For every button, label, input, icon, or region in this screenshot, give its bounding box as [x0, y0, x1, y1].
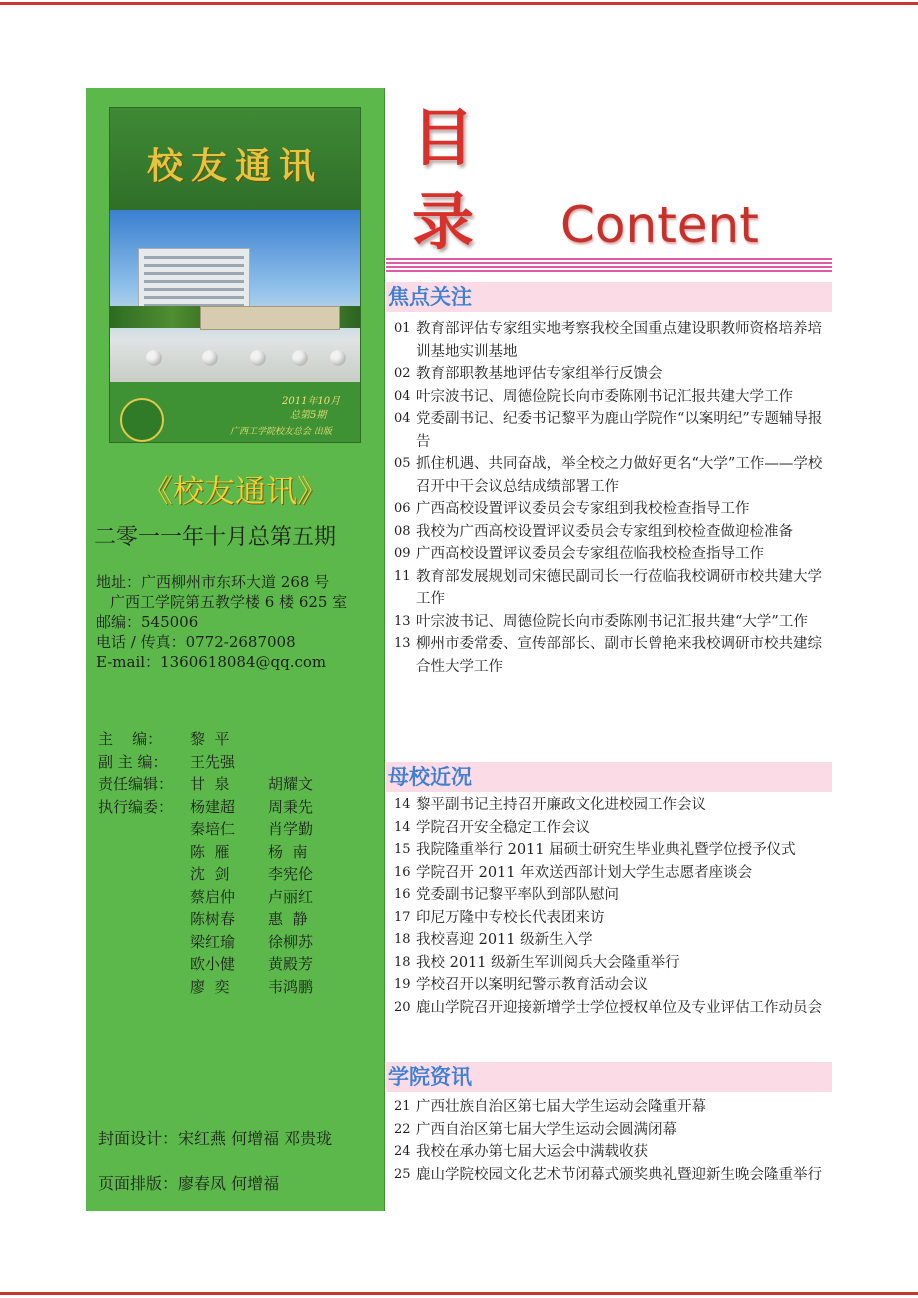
- toc-entry[interactable]: [394, 363, 834, 386]
- toc-entry[interactable]: [394, 318, 834, 363]
- stone-ball: [292, 350, 308, 366]
- staff-row: 执行编委： 杨建超 周秉先: [98, 797, 314, 816]
- toc-title: 黎平副书记主持召开廉政文化进校园工作会议: [416, 797, 706, 813]
- section-header-school-news: 母校近况: [386, 762, 832, 792]
- mulu-heading: [412, 96, 492, 264]
- toc-entry[interactable]: [394, 952, 834, 975]
- toc-entry[interactable]: [394, 817, 834, 840]
- cover-title: 校友通讯: [146, 145, 323, 187]
- staff-row: 欧小健 黄殿芳: [190, 955, 314, 973]
- toc-page-number: 18: [394, 932, 411, 947]
- staff-row: 秦培仁 肖学勤: [190, 820, 314, 838]
- stone-ball: [146, 350, 162, 366]
- toc-page-number: 04: [394, 411, 411, 426]
- toc-title: 我校为广西高校设置评议委员会专家组到校检查做迎检准备: [416, 523, 793, 540]
- toc-page-number: 05: [394, 456, 411, 471]
- toc-entry[interactable]: [394, 929, 834, 952]
- credits: [98, 1126, 332, 1216]
- toc-entry[interactable]: [394, 543, 834, 566]
- cover-image: [110, 108, 360, 442]
- toc-title: 鹿山学院召开迎接新增学士学位授权单位及专业评估工作动员会: [416, 999, 822, 1016]
- phone: 电话 / 传真：0772-2687008: [96, 633, 296, 651]
- magazine-name: 《校友通讯》: [142, 474, 328, 510]
- section-header-focus: 焦点关注: [386, 282, 832, 312]
- layout-credit: 页面排版：廖春凤 何增福: [98, 1174, 280, 1193]
- toc-page-number: 13: [394, 613, 411, 629]
- toc-title: 教育部评估专家组实地考察我校全国重点建设职教师资格培养培训基地实训基地: [416, 321, 822, 360]
- mulu-char-2: 录: [412, 185, 475, 258]
- toc-page-number: 16: [394, 887, 411, 902]
- address-line-2: 广西工学院第五教学楼 6 楼 625 室: [110, 593, 348, 611]
- toc-page-number: 25: [394, 1166, 411, 1182]
- toc-title: 叶宗波书记、周德俭院长向市委陈刚书记汇报共建大学工作: [416, 388, 793, 405]
- left-info-panel: [86, 88, 385, 1211]
- toc-list-college-info: [394, 1096, 834, 1186]
- toc-title: 广西壮族自治区第七届大学生运动会隆重开幕: [416, 1099, 706, 1115]
- toc-page-number: 06: [394, 501, 411, 516]
- toc-title: 广西高校设置评议委员会专家组莅临我校检查指导工作: [416, 546, 764, 562]
- toc-page-number: 04: [394, 388, 411, 404]
- content-heading: Content: [560, 196, 759, 254]
- toc-page-number: 17: [394, 909, 411, 925]
- toc-page-number: 21: [394, 1099, 411, 1114]
- toc-page-number: 13: [394, 636, 411, 651]
- toc-entry[interactable]: [394, 997, 834, 1020]
- cover-publisher: 广西工学院校友总会 出版: [230, 427, 332, 437]
- cover-date: 2011年10月: [282, 396, 341, 407]
- toc-page-number: 14: [394, 819, 411, 835]
- address-line-1: 地址：广西柳州市东环大道 268 号: [96, 573, 330, 591]
- toc-page-number: 01: [394, 321, 411, 336]
- toc-entry[interactable]: [394, 453, 834, 498]
- staff-row: 陈树春 惠 静: [190, 910, 308, 928]
- toc-list-focus: [394, 318, 834, 678]
- toc-entry[interactable]: [394, 1119, 834, 1142]
- issue-label: 二零一一年十月总第五期: [94, 525, 337, 550]
- stone-ball: [250, 350, 266, 366]
- toc-entry[interactable]: [394, 1141, 834, 1164]
- toc-page-number: 09: [394, 546, 411, 561]
- toc-entry[interactable]: [394, 884, 834, 907]
- toc-title: 我校 2011 级新生军训阅兵大会隆重举行: [416, 954, 680, 971]
- toc-entry[interactable]: [394, 611, 834, 634]
- toc-title: 印尼万隆中专校长代表团来访: [416, 909, 605, 926]
- toc-page-number: 19: [394, 977, 411, 992]
- toc-title: 广西自治区第七届大学生运动会圆满闭幕: [416, 1121, 677, 1138]
- toc-title: 我院隆重举行 2011 届硕士研究生毕业典礼暨学位授予仪式: [416, 842, 796, 858]
- toc-title: 学院召开安全稳定工作会议: [416, 819, 590, 836]
- toc-entry[interactable]: [394, 862, 834, 885]
- toc-entry[interactable]: [394, 839, 834, 862]
- toc-title: 我校喜迎 2011 级新生入学: [416, 932, 593, 948]
- toc-title: 学校召开以案明纪警示教育活动会议: [416, 977, 648, 993]
- staff-row: 陈 雁 杨 南: [190, 842, 308, 861]
- toc-title: 我校在承办第七届大运会中满载收获: [416, 1144, 648, 1160]
- toc-entry[interactable]: [394, 498, 834, 521]
- toc-title: 党委副书记黎平率队到部队慰问: [416, 887, 619, 903]
- staff-row: 副 主 编： 王先强: [98, 752, 236, 771]
- stone-ball: [330, 350, 346, 366]
- toc-page-number: 11: [394, 568, 411, 584]
- postcode: 邮编：545006: [96, 613, 199, 631]
- toc-title: 广西高校设置评议委员会专家组到我校检查指导工作: [416, 501, 750, 517]
- toc-entry[interactable]: [394, 907, 834, 930]
- contact-info: [96, 572, 347, 672]
- toc-entry[interactable]: [394, 1164, 834, 1187]
- cover-design-credit: 封面设计：宋红燕 何增福 邓贵珑: [98, 1129, 333, 1148]
- toc-entry[interactable]: [394, 566, 834, 611]
- toc-title: 党委副书记、纪委书记黎平为鹿山学院作“以案明纪”专题辅导报告: [416, 411, 823, 450]
- toc-title: 柳州市委常委、宣传部部长、副市长曾艳来我校调研市校共建综合性大学工作: [416, 636, 822, 675]
- toc-entry[interactable]: [394, 794, 834, 817]
- toc-title: 教育部发展规划司宋德民副司长一行莅临我校调研市校共建大学工作: [416, 568, 822, 607]
- toc-page-number: 22: [394, 1121, 411, 1137]
- staff-row: 沈 剑 李宪伦: [190, 865, 314, 883]
- editorial-staff: [98, 728, 313, 998]
- staff-row: 责任编辑： 甘 泉 胡耀文: [98, 775, 314, 793]
- toc-page-number: 18: [394, 954, 411, 970]
- staff-row: 蔡启仲 卢丽红: [190, 887, 314, 906]
- top-rule: [0, 2, 918, 5]
- email: E-mail：1360618084@qq.com: [96, 653, 327, 671]
- campus-photo: [110, 210, 360, 382]
- toc-entry[interactable]: [394, 521, 834, 544]
- section-header-college-info: 学院资讯: [386, 1062, 832, 1092]
- toc-entry[interactable]: [394, 1096, 834, 1119]
- toc-page-number: 08: [394, 523, 411, 539]
- bottom-rule: [0, 1292, 918, 1295]
- toc-entry[interactable]: [394, 974, 834, 997]
- toc-page-number: 15: [394, 842, 411, 857]
- staff-row: 梁红瑜 徐柳苏: [190, 932, 314, 951]
- staff-row: 主 编： 黎 平: [98, 730, 230, 748]
- toc-title: 鹿山学院校园文化艺术节闭幕式颁奖典礼暨迎新生晚会隆重举行: [416, 1166, 822, 1183]
- cover-issue: 总第5期: [290, 410, 327, 421]
- toc-entry[interactable]: [394, 408, 834, 453]
- toc-title: 抓住机遇、共同奋战，举全校之力做好更名“大学”工作——学校召开中干会议总结成绩部署工作: [416, 456, 823, 495]
- header-divider: [386, 258, 832, 272]
- toc-page-number: 16: [394, 864, 411, 880]
- toc-title: 学院召开 2011 年欢送西部计划大学生志愿者座谈会: [416, 864, 753, 881]
- stone-ball: [202, 350, 218, 366]
- toc-list-school-news: [394, 794, 834, 1019]
- toc-title: 叶宗波书记、周德俭院长向市委陈刚书记汇报共建“大学”工作: [416, 613, 808, 630]
- toc-page-number: 02: [394, 366, 411, 381]
- alumni-seal-icon: [120, 398, 164, 442]
- toc-entry[interactable]: [394, 633, 834, 678]
- toc-page-number: 14: [394, 797, 411, 812]
- mulu-char-1: 目: [412, 101, 475, 174]
- gate-stone: [200, 306, 340, 330]
- toc-page-number: 24: [394, 1144, 411, 1159]
- staff-row: 廖 奕 韦鸿鹏: [190, 977, 314, 996]
- toc-title: 教育部职教基地评估专家组举行反馈会: [416, 366, 663, 382]
- toc-entry[interactable]: [394, 386, 834, 409]
- toc-page-number: 20: [394, 999, 411, 1015]
